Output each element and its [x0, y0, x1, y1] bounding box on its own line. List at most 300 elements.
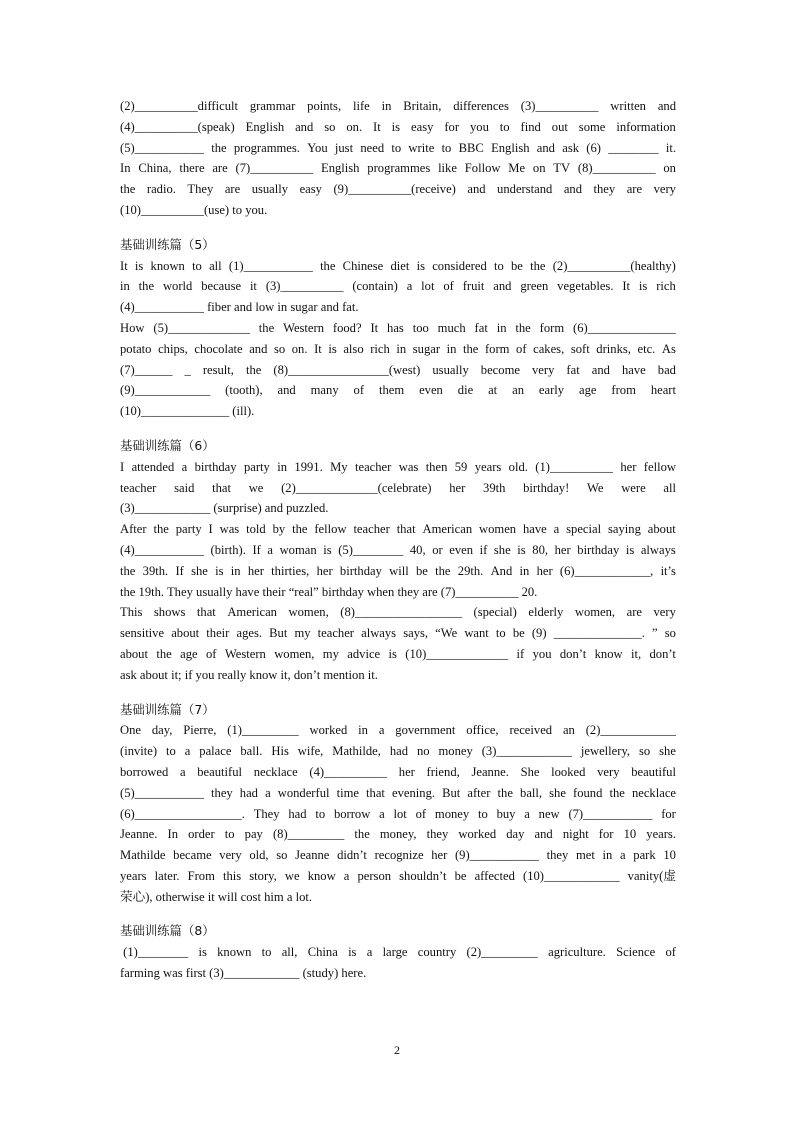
word: day [506, 827, 525, 842]
word: in [496, 320, 507, 335]
word: understand [497, 182, 553, 197]
word: were [621, 480, 646, 495]
word: her [449, 480, 466, 495]
text-line [120, 582, 676, 603]
word: is [198, 945, 207, 960]
word: this [222, 868, 242, 883]
word: usually [432, 362, 469, 377]
word: (9)___________ [454, 848, 539, 863]
word: form [539, 320, 565, 335]
word: easy [411, 119, 434, 134]
word: if [516, 646, 525, 661]
text-line [120, 318, 676, 339]
word: always [640, 542, 676, 557]
word: wife, [297, 744, 324, 759]
word: TV [553, 161, 571, 176]
word: know [307, 868, 336, 883]
word: also [343, 341, 364, 356]
word: know [594, 646, 623, 661]
line-text: ask about it; if you really know it, don’t mention it. [120, 667, 378, 682]
word: thirties, [271, 563, 310, 578]
word: How [120, 320, 145, 335]
word: And [490, 563, 513, 578]
word: and [591, 362, 610, 377]
word: on. [291, 341, 308, 356]
word: potato [120, 341, 152, 356]
word: usually [251, 182, 289, 197]
word: and [534, 827, 553, 842]
text-line [120, 158, 676, 179]
word: teacher [354, 459, 392, 474]
word: always [361, 626, 397, 641]
word: we [284, 868, 300, 883]
text-line [120, 804, 676, 825]
word: on [532, 161, 546, 176]
word: much [437, 320, 466, 335]
word: they [593, 182, 616, 197]
text-line [120, 519, 676, 540]
word: (9) [531, 626, 547, 641]
text-line [120, 741, 676, 762]
word: You [307, 140, 328, 155]
word: from [611, 383, 636, 398]
word: in [446, 341, 457, 356]
word: sensitive [120, 626, 165, 641]
word: about [647, 522, 676, 537]
word: the [258, 320, 275, 335]
word: day, [151, 723, 173, 738]
word: Western [224, 646, 266, 661]
word: my [322, 646, 339, 661]
word: ________ [608, 140, 659, 155]
word: it [249, 279, 257, 294]
word: (tooth), [225, 383, 263, 398]
word: told [246, 522, 266, 537]
word: is [625, 542, 635, 557]
word: and [277, 383, 296, 398]
word: by [272, 522, 286, 537]
word: don’t [559, 646, 587, 661]
word: a [406, 279, 413, 294]
word: women [479, 522, 517, 537]
word: early [538, 383, 565, 398]
word: a [366, 945, 373, 960]
text-line [120, 720, 676, 741]
word: years [120, 868, 147, 883]
word: birthday [339, 563, 382, 578]
word: very [532, 362, 555, 377]
word: 39th [483, 480, 506, 495]
word: women, [274, 646, 315, 661]
word: form [484, 341, 510, 356]
word: and [493, 279, 512, 294]
exercise-section [120, 235, 676, 422]
word: affected [474, 868, 515, 883]
word: later. [154, 868, 180, 883]
word: no [416, 744, 430, 759]
word: (5)________ [338, 542, 404, 557]
word: is [323, 542, 332, 557]
word: a [379, 806, 385, 821]
word: fat [566, 362, 580, 377]
word: Jeanne. [120, 827, 158, 842]
word: shows [153, 605, 186, 620]
word: so [273, 341, 286, 356]
word: be [511, 258, 523, 273]
word: like [438, 161, 457, 176]
word: die [457, 383, 474, 398]
word: became [173, 848, 212, 863]
word: fellow [643, 459, 676, 474]
word: food? [332, 320, 362, 335]
word: her [431, 848, 448, 863]
word: 10 [663, 848, 676, 863]
word: (10)_____________ [405, 646, 509, 661]
word: diet [390, 258, 410, 273]
word: Follow [464, 161, 501, 176]
text-line [120, 644, 676, 665]
word: It [314, 341, 322, 356]
word: it’s [660, 563, 676, 578]
word: the [120, 182, 136, 197]
text-line [120, 498, 676, 519]
word: are [224, 182, 241, 197]
word: on. [346, 119, 363, 134]
word: that [396, 522, 416, 537]
word: (2)__________difficult [120, 99, 238, 113]
word: there [179, 161, 205, 176]
word: (8)_________________ [340, 605, 462, 620]
word: new [538, 806, 560, 821]
word: fat [474, 320, 488, 335]
word: It [370, 320, 379, 335]
word: to [493, 258, 504, 273]
word: time [336, 785, 359, 800]
word: Mathilde, [332, 744, 381, 759]
word: necklace [631, 785, 676, 800]
word: lot [393, 806, 407, 821]
word: we [248, 480, 264, 495]
word: 80, [532, 542, 549, 557]
word: In [167, 827, 179, 842]
word: It [622, 279, 631, 294]
word: you [532, 646, 552, 661]
word: China [307, 945, 338, 960]
word: English [321, 161, 360, 176]
line-text: farming was first (3)____________ (study) here. [120, 966, 367, 981]
word: They [187, 182, 214, 197]
word: elderly [528, 605, 564, 620]
text-line [120, 380, 676, 401]
word: they [426, 827, 449, 842]
word: she [191, 563, 208, 578]
word: met [575, 848, 595, 863]
word: worked [458, 827, 497, 842]
word: after [467, 785, 491, 800]
section-heading: 基础训练篇（6） [120, 437, 215, 453]
word: to [261, 945, 272, 960]
word: large [382, 945, 408, 960]
word: so [276, 848, 288, 863]
word: to [224, 827, 235, 842]
exercise-section [120, 436, 676, 686]
word: person [357, 868, 392, 883]
word: will [389, 563, 409, 578]
word: BBC [458, 140, 484, 155]
word: for [598, 827, 614, 842]
word: need [360, 140, 385, 155]
word: After [120, 522, 147, 537]
word: was [219, 522, 240, 537]
word: the [292, 522, 308, 537]
word: chips, [158, 341, 188, 356]
word: advice [347, 646, 381, 661]
word: be [415, 563, 428, 578]
word: known [217, 945, 252, 960]
word: very [653, 182, 676, 197]
word: said [174, 480, 195, 495]
word: saying [608, 522, 641, 537]
word: is [638, 279, 648, 294]
word: (4)__________ [309, 764, 388, 779]
exercise-section [120, 921, 676, 983]
word: money [438, 744, 473, 759]
word: so [639, 744, 651, 759]
word: received [509, 723, 553, 738]
word: her [620, 459, 637, 474]
word: (8)__________ [577, 161, 656, 176]
word: the [435, 563, 451, 578]
word: fruit [462, 279, 485, 294]
word: But [269, 626, 288, 641]
word: become [480, 362, 520, 377]
word: American [227, 605, 277, 620]
word: (5)_____________ [153, 320, 250, 335]
word: shouldn’t [399, 868, 447, 883]
word: even [449, 542, 474, 557]
word: very [219, 848, 242, 863]
word: have [522, 522, 547, 537]
word: too [412, 320, 429, 335]
word: a [179, 764, 186, 779]
word: programmes. [233, 140, 300, 155]
word: grammar [249, 99, 296, 113]
text-line [120, 401, 676, 422]
word: vanity(虚 [627, 868, 676, 883]
document-page [120, 96, 676, 984]
word: some [578, 119, 606, 134]
word: This [120, 605, 143, 620]
word: ______________. [553, 626, 645, 641]
word: the [530, 258, 546, 273]
word: age [180, 646, 198, 661]
word: party [243, 459, 270, 474]
word: an [562, 723, 575, 738]
word: differences [453, 99, 509, 113]
word: 29th. [457, 563, 484, 578]
text-line [120, 276, 676, 297]
word: recognize [374, 848, 424, 863]
text-line [120, 256, 676, 277]
word: my [294, 626, 311, 641]
word: attended [131, 459, 175, 474]
word: in [602, 848, 613, 863]
word: etc. [637, 341, 656, 356]
word: she [549, 785, 566, 800]
word: vegetables. [557, 279, 614, 294]
word: found [573, 785, 603, 800]
word: and [657, 99, 676, 113]
line-text: (10)______________ (ill). [120, 404, 255, 419]
word: and [563, 182, 582, 197]
text-line [120, 360, 676, 381]
word: pay [244, 827, 263, 842]
word: don’t [649, 646, 676, 661]
word: Britain, [403, 99, 442, 113]
word: an [512, 383, 524, 398]
word: of [415, 806, 427, 821]
word: drinks, [596, 341, 631, 356]
word: of [205, 646, 217, 661]
word: in [381, 99, 392, 113]
word: be [512, 626, 525, 641]
section-heading: 基础训练篇（5） [120, 236, 215, 252]
word: very [653, 605, 676, 620]
word: (9)____________ [120, 383, 211, 398]
word: ask [562, 140, 580, 155]
word: (2)__________(healthy) [552, 258, 676, 273]
word: China, [138, 161, 172, 176]
word: are [626, 605, 642, 620]
word: and [536, 140, 555, 155]
word: “We [435, 626, 458, 641]
text-line [120, 457, 676, 478]
word: to [166, 744, 176, 759]
word: her [247, 563, 264, 578]
word: life [352, 99, 370, 113]
word: a [553, 522, 560, 537]
exercise-section [120, 700, 676, 908]
word: buy [496, 806, 516, 821]
word: (6)______________ [573, 320, 676, 335]
text-line [120, 117, 676, 138]
word: borrowed [120, 764, 169, 779]
word: 39th. [142, 563, 169, 578]
word: From [187, 868, 215, 883]
word: the [120, 563, 136, 578]
word: _ [184, 362, 191, 377]
word: money [434, 806, 470, 821]
text-line [120, 824, 676, 845]
word: Chinese [342, 258, 384, 273]
word: so [324, 119, 336, 134]
text-line [120, 478, 676, 499]
text-line [120, 540, 676, 561]
word: years. [646, 827, 676, 842]
word: considered [432, 258, 487, 273]
word: in [230, 563, 241, 578]
text-line [120, 665, 676, 686]
text-line [120, 297, 676, 318]
word: of [665, 945, 676, 960]
line-text: 荣心), otherwise it will cost him a lot. [120, 889, 313, 904]
word: in [277, 459, 288, 474]
word: of [353, 383, 365, 398]
word: (contain) [352, 279, 398, 294]
word: In [120, 161, 131, 176]
word: that [366, 785, 385, 800]
word: the [515, 320, 531, 335]
text-line [120, 96, 676, 117]
word: is [328, 341, 337, 356]
word: women, [288, 605, 329, 620]
word: His [271, 744, 289, 759]
word: programmes [367, 161, 431, 176]
word: a [181, 459, 188, 474]
word: heart [650, 383, 676, 398]
word: I [120, 459, 125, 474]
word: them [378, 383, 405, 398]
text-line [120, 561, 676, 582]
word: is [416, 258, 425, 273]
word: (1)_________ [227, 723, 299, 738]
word: (invite) [120, 744, 158, 759]
word: that [196, 605, 216, 620]
word: then [425, 459, 448, 474]
word: (birth). [210, 542, 246, 557]
word: American [422, 522, 473, 537]
word: because [201, 279, 242, 294]
word: a [343, 868, 350, 883]
word: (7)______ [120, 362, 173, 377]
word: so [664, 626, 676, 641]
word: green [520, 279, 549, 294]
word: beautiful [197, 764, 242, 779]
word: Science [616, 945, 656, 960]
word: information [616, 119, 676, 134]
word: necklace [253, 764, 298, 779]
word: ages. [236, 626, 263, 641]
word: of [443, 279, 454, 294]
word: English [491, 140, 530, 155]
word: out [551, 119, 568, 134]
word: to [499, 119, 510, 134]
word: country [417, 945, 457, 960]
word: (5)___________ [120, 785, 204, 800]
word: if [479, 542, 488, 557]
word: (3)__________ [520, 99, 599, 113]
word: for [661, 806, 676, 821]
word: (8)________________(west) [273, 362, 421, 377]
word: a [184, 744, 191, 759]
word: chocolate [194, 341, 243, 356]
word: (9)__________(receive) [333, 182, 456, 197]
text-line [120, 783, 676, 804]
word: palace [199, 744, 232, 759]
word: They [253, 806, 280, 821]
word: sugar [412, 341, 441, 356]
word: are [626, 182, 643, 197]
word: for [444, 119, 460, 134]
word: didn’t [337, 848, 367, 863]
word: is [388, 646, 397, 661]
word: (3)____________ [481, 744, 572, 759]
word: 40, [409, 542, 426, 557]
word: the [211, 140, 227, 155]
word: the [497, 785, 513, 800]
word: teacher [120, 480, 157, 495]
text-line [120, 602, 676, 623]
